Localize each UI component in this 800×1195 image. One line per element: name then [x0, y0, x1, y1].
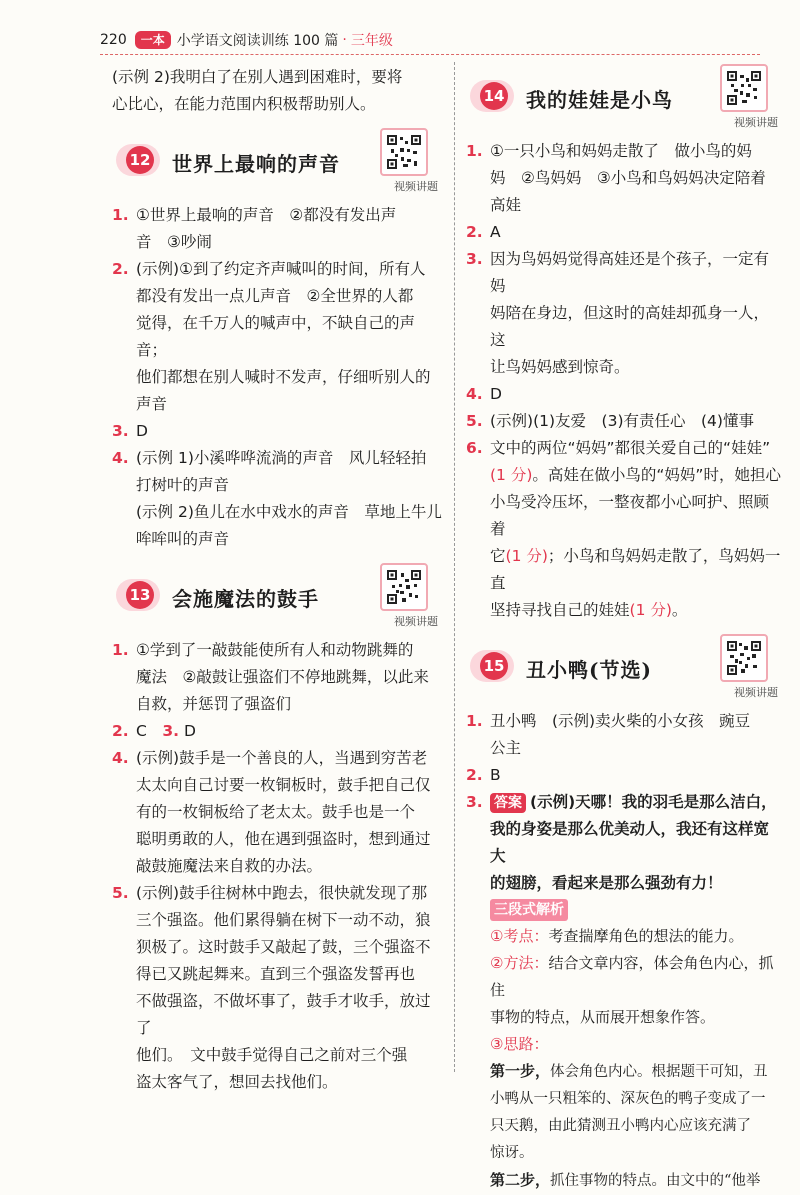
qr-caption: 视频讲题: [734, 686, 778, 699]
answer-item: 1. 丑小鸭 (示例)卖火柴的小女孩 豌豆 公主: [466, 712, 751, 757]
section-title: 世界上最响的声音: [172, 152, 340, 176]
answer-item: 3. D: [112, 422, 148, 440]
answer-item: 1. ①学到了一敲鼓能使所有人和动物跳舞的 魔法 ②敲鼓让强盗们不停地跳舞，以此来 自救，并惩罚了强盗们: [112, 641, 429, 713]
answer-item: 3. 答案 (示例)天哪！我的羽毛是那么洁白， 我的身姿是那么优美动人，我还有这样宽大 的翅膀，看起来是那么强劲有力！: [466, 793, 777, 892]
answer-item: 5. (示例)(1)友爱 (3)有责任心 (4)懂事: [466, 412, 754, 430]
answer-item: 5. (示例)鼓手往树林中跑去，很快就发现了那 三个强盗。他们累得躺在树下一动不动，狼 狈极了。这时鼓手又敲起了鼓，三个强盗不 得已又跳起舞来。直到三个强盗发誓再也 不做强盗，不做坏事了，鼓手才收手，放过了 他们。 文中鼓手觉得自己之前对三个强 盗太客气了，想回去找他们。: [112, 884, 431, 1091]
answer-item: 3. 因为鸟妈妈觉得高娃还是个孩子，一定有妈 妈陪在身边，但这时的高娃却孤身一人，这 让鸟妈妈感到惊奇。: [466, 250, 770, 376]
qr-code-icon[interactable]: [720, 634, 768, 682]
answer-item: 2. (示例)①到了约定齐声喊叫的时间，所有人 都没有发出一点儿声音 ②全世界的人都 觉得，在千万人的喊声中，不缺自己的声音； 他们都想在别人喊时不发声，仔细听别人的 声音: [112, 260, 431, 413]
answer-item: 2. B: [466, 766, 501, 784]
section-header-15: [466, 634, 782, 700]
qr-caption: 视频讲题: [734, 116, 778, 129]
answer-item: 2. C 3. D: [112, 722, 196, 740]
header-divider: [100, 54, 760, 55]
analysis-tag: 三段式解析: [490, 899, 568, 921]
intro-line: (示例 2)我明白了在别人遇到困难时，要将: [112, 68, 403, 86]
section-number: 14: [480, 82, 508, 110]
answer-item: 2. A: [466, 223, 501, 241]
analysis-block: 三段式解析 ①考点：考查揣摩角色的想法的能力。 ②方法：结合文章内容，体会角色内心，抓住 事物的特点，从而展开想象作答。 ③思路： 第一步，体会角色内心。根据题干可知，丑 小鸭从一只粗笨的、深灰色的鸭子变成了一 只天鹅，由此猜测丑小鸭内心应该充满了 惊讶。 第二步，抓住事物的特点。由文中的“他举: [466, 897, 782, 1195]
section-header-14: [466, 64, 782, 130]
section-title: 会施魔法的鼓手: [172, 587, 319, 611]
section-title: 我的娃娃是小鸟: [526, 88, 673, 112]
qr-code-icon[interactable]: [720, 64, 768, 112]
answer-item: 4. (示例)鼓手是一个善良的人，当遇到穷苦老 太太向自己讨要一枚铜板时，鼓手把自己仅 有的一枚铜板给了老太太。鼓手也是一个 聪明勇敢的人，他在遇到强盗时，想到通过 敲鼓施魔法来自救的办法。: [112, 749, 431, 875]
qr-code-icon[interactable]: [380, 563, 428, 611]
answer-item: 1. ①一只小鸟和妈妈走散了 做小鸟的妈 妈 ②鸟妈妈 ③小鸟和鸟妈妈决定陪着 高娃: [466, 142, 766, 214]
left-column: [112, 64, 442, 1096]
section-number: 13: [126, 581, 154, 609]
section-header-13: [112, 563, 442, 629]
qr-code-icon[interactable]: [380, 128, 428, 176]
brand-logo: 一本: [135, 31, 171, 49]
column-divider: [454, 62, 455, 1072]
section-number: 15: [480, 652, 508, 680]
answer-item: 4. D: [466, 385, 502, 403]
answer-item: 1. ①世界上最响的声音 ②都没有发出声 音 ③吵闹: [112, 206, 397, 251]
section-number: 12: [126, 146, 154, 174]
grade-label: 三年级: [350, 33, 393, 49]
qr-caption: 视频讲题: [394, 615, 438, 628]
intro-line: 心比心，在能力范围内积极帮助别人。: [112, 95, 376, 113]
qr-caption: 视频讲题: [394, 180, 438, 193]
right-column: [466, 64, 782, 1195]
book-title: 小学语文阅读训练 100 篇: [176, 33, 339, 49]
section-header-12: [112, 128, 442, 194]
section-title: 丑小鸭(节选): [526, 658, 652, 682]
page-header: [100, 28, 393, 52]
answer-tag: 答案: [490, 793, 526, 813]
answer-item: 6. 文中的两位“妈妈”都很关爱自己的“娃娃” (1 分)。高娃在做小鸟的“妈妈”时，她担心 小鸟受冷压坏，一整夜都小心呵护、照顾着 它(1 分)；小鸟和鸟妈妈走散了，鸟妈妈一直 坚持寻找自己的娃娃(1 分)。: [466, 439, 781, 619]
title-separator: ·: [342, 32, 347, 48]
page-number: 220: [100, 32, 127, 48]
answer-item: 4. (示例 1)小溪哗哗流淌的声音 风儿轻轻拍 打树叶的声音 (示例 2)鱼儿在水中戏水的声音 草地上牛儿 哞哞叫的声音: [112, 449, 442, 548]
